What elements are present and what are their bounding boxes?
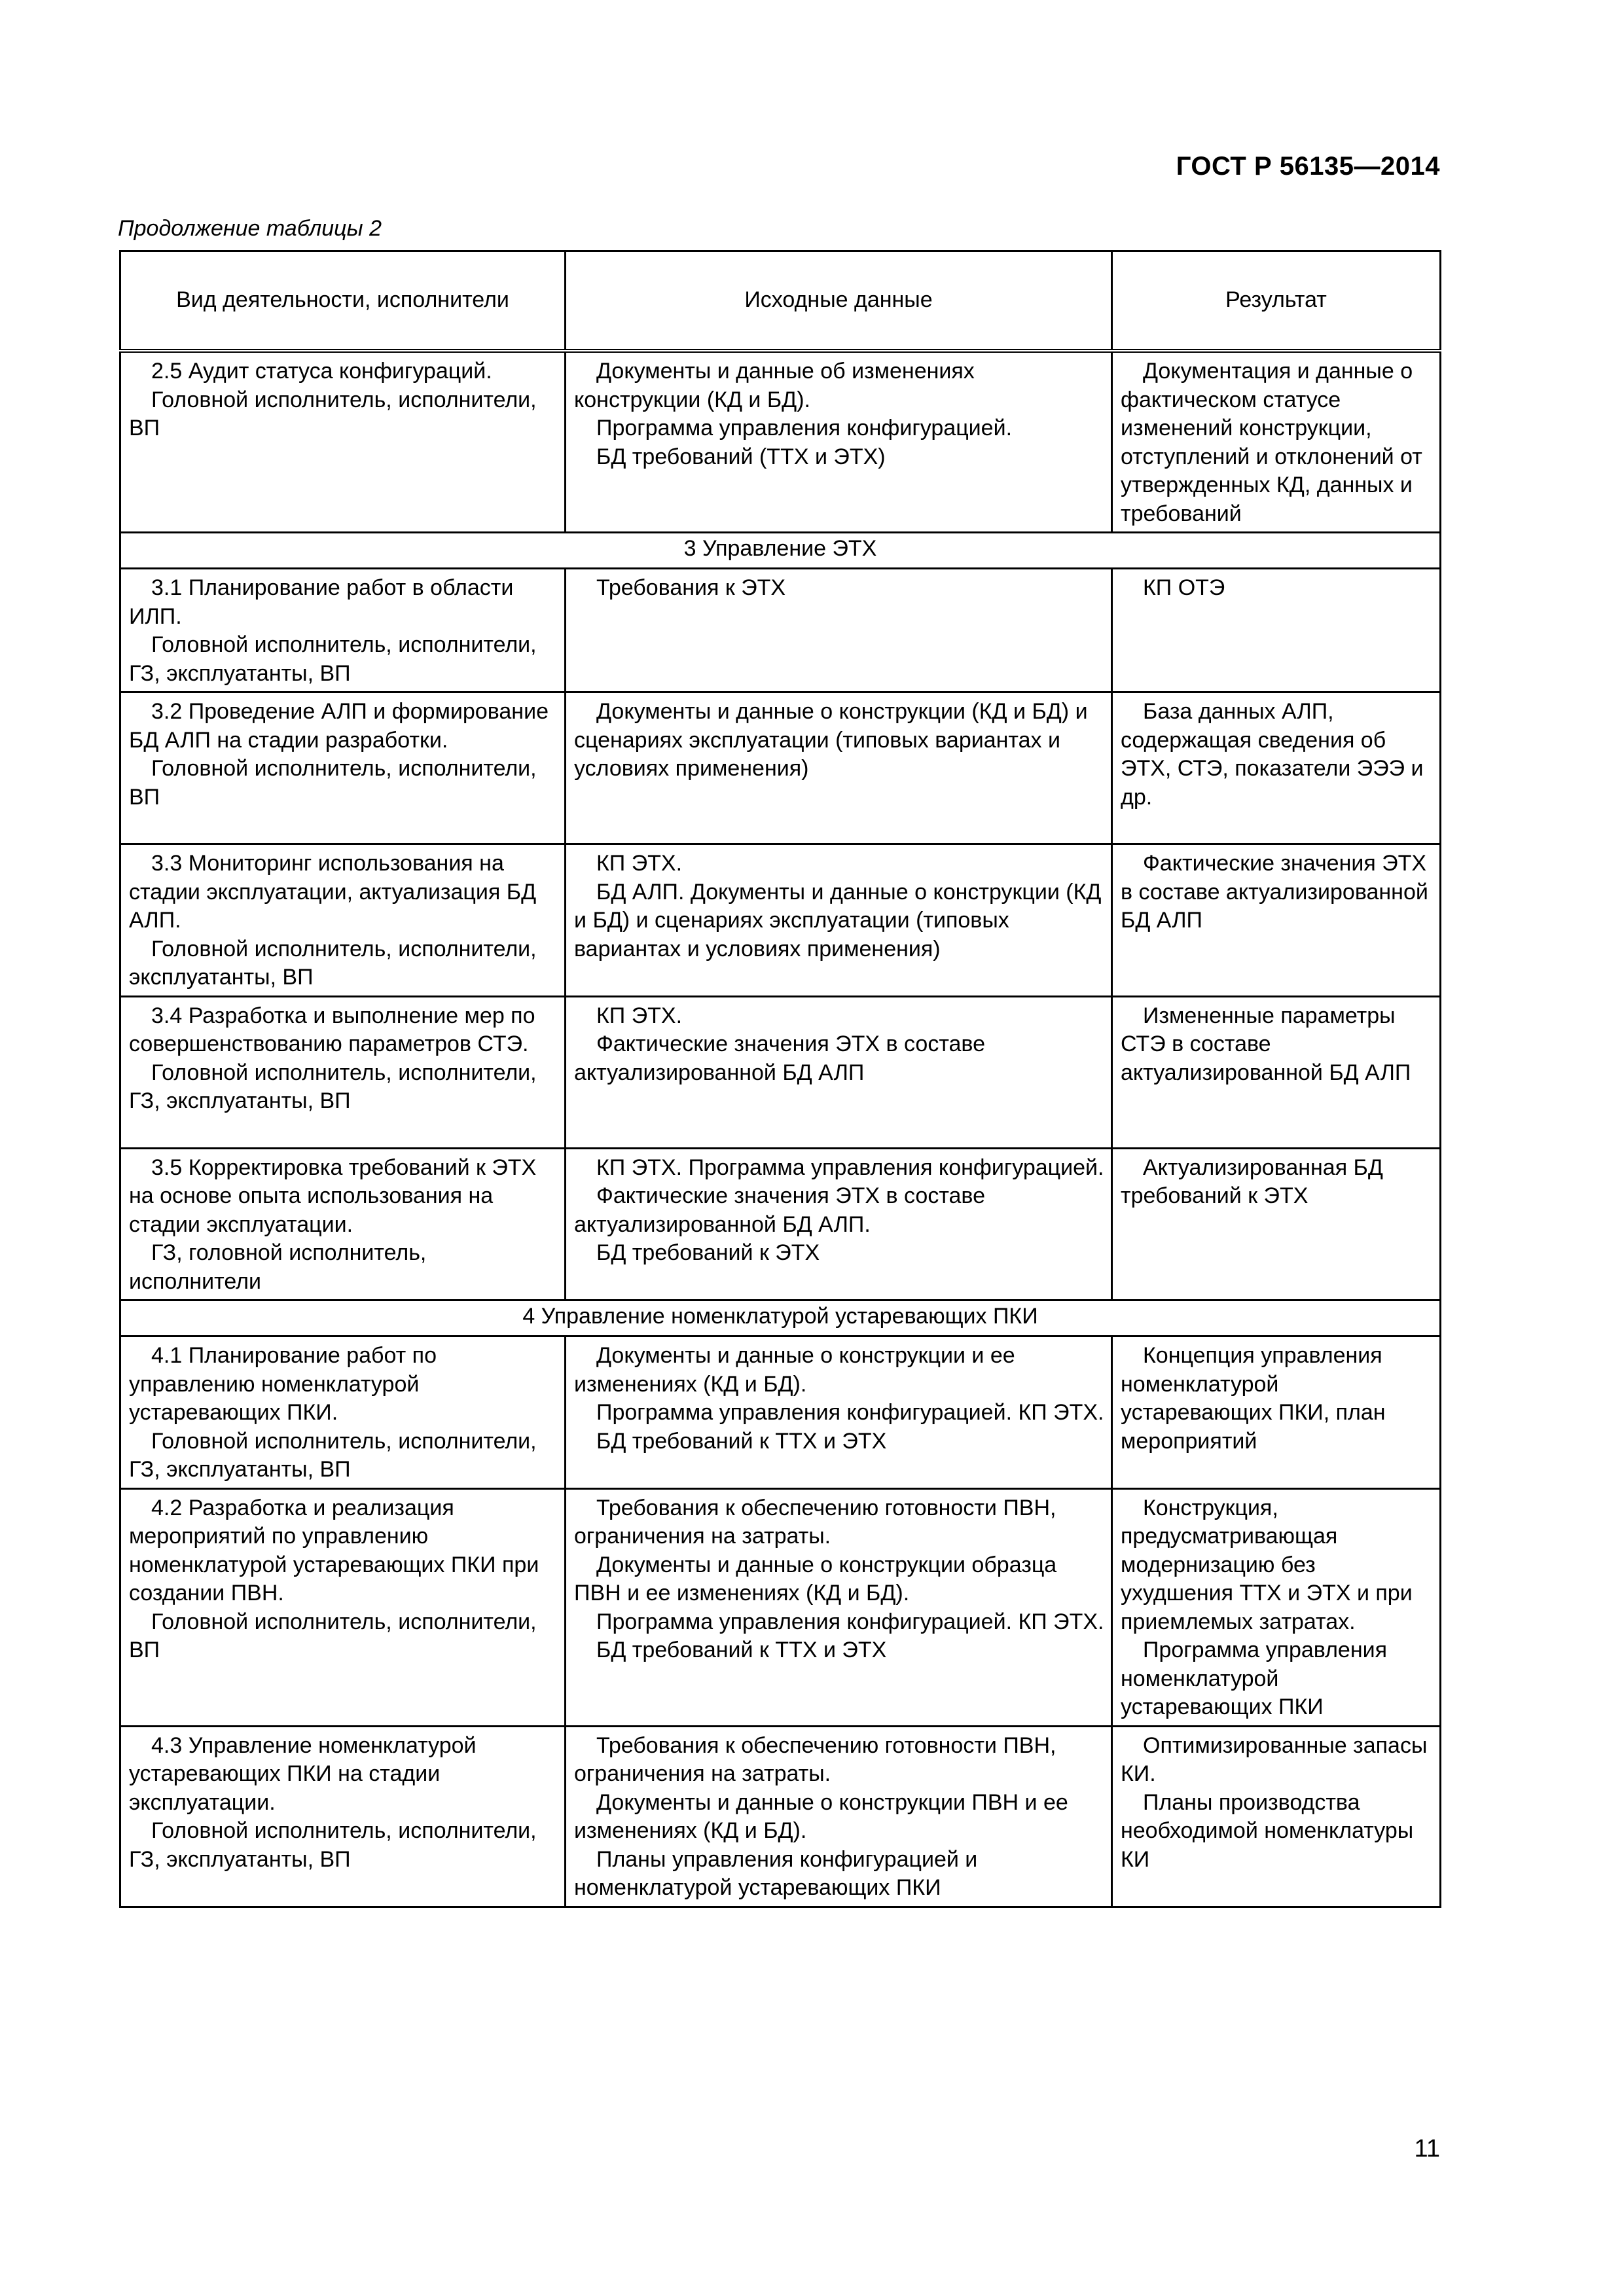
cell-result <box>1112 996 1441 1148</box>
cell-inputs <box>566 1336 1112 1489</box>
cell-paragraph: Программа управления конфигурацией. <box>596 416 1013 440</box>
cell-activity <box>120 1488 566 1726</box>
page-number: 11 <box>1414 2135 1440 2162</box>
cell-paragraph: Оптимизированные запасы КИ. <box>1121 1732 1428 1786</box>
column-header-result: Результат <box>1112 251 1441 351</box>
cell-paragraph: Требования к обеспечению готовности ПВН, ограничения на затраты. <box>574 1495 1056 1549</box>
table-row <box>120 351 1441 533</box>
cell-paragraph: Головной исполнитель, исполнители, ГЗ, эксплуатанты, ВП <box>129 1818 537 1872</box>
cell-paragraph: 4.2 Разработка и реализация мероприятий по управлению номенклатурой устаревающих ПКИ при создании ПВН. <box>129 1495 539 1605</box>
cell-paragraph: БД требований (ТТХ и ЭТХ) <box>596 444 886 469</box>
cell-paragraph: Головной исполнитель, исполнители, ГЗ, эксплуатанты, ВП <box>129 1060 537 1113</box>
cell-paragraph: 3.1 Планирование работ в области ИЛП. <box>129 575 514 629</box>
table-row <box>120 1336 1441 1489</box>
cell-paragraph: Документы и данные о конструкции (КД и БД) и сценариях эксплуатации (типовых вариантах и условиях применения) <box>574 699 1088 781</box>
cell-paragraph: Головной исполнитель, исполнители, ГЗ, эксплуатанты, ВП <box>129 1428 537 1482</box>
cell-paragraph: Головной исполнитель, исполнители, эксплуатанты, ВП <box>129 936 537 990</box>
cell-paragraph: БД требований к ТТХ и ЭТХ <box>596 1638 887 1662</box>
cell-paragraph: Планы управления конфигурацией и номенклатурой устаревающих ПКИ <box>574 1846 978 1900</box>
cell-paragraph: КП ОТЭ <box>1143 575 1225 600</box>
cell-inputs <box>566 1488 1112 1726</box>
cell-paragraph: Программа управления номенклатурой устаревающих ПКИ <box>1121 1638 1388 1719</box>
cell-paragraph: 3.5 Корректировка требований к ЭТХ на основе опыта использования на стадии эксплуатации. <box>129 1155 537 1237</box>
cell-paragraph: Фактические значения ЭТХ в составе актуализированной БД АЛП. <box>574 1183 986 1237</box>
cell-paragraph: Концепция управления номенклатурой устаревающих ПКИ, план мероприятий <box>1121 1343 1386 1454</box>
cell-activity <box>120 1336 566 1489</box>
cell-result <box>1112 1488 1441 1726</box>
cell-paragraph: Конструкция, предусматривающая модернизацию без ухудшения ТТХ и ЭТХ и при приемлемых затратах. <box>1121 1495 1413 1634</box>
table-row <box>120 1148 1441 1300</box>
cell-paragraph: 3.4 Разработка и выполнение мер по совершенствованию параметров СТЭ. <box>129 1003 535 1056</box>
column-header-inputs: Исходные данные <box>566 251 1112 351</box>
cell-paragraph: Планы производства необходимой номенклатуры КИ <box>1121 1789 1414 1872</box>
cell-paragraph: Документы и данные о конструкции образца ПВН и ее изменениях (КД и БД). <box>574 1552 1057 1605</box>
cell-paragraph: 4.3 Управление номенклатурой устаревающих ПКИ на стадии эксплуатации. <box>129 1732 477 1815</box>
cell-paragraph: База данных АЛП, содержащая сведения об ЭТХ, СТЭ, показатели ЭЭЭ и др. <box>1121 699 1424 810</box>
cell-paragraph: 4.1 Планирование работ по управлению номенклатурой устаревающих ПКИ. <box>129 1343 437 1425</box>
cell-paragraph: Измененные параметры СТЭ в составе актуализированной БД АЛП <box>1121 1003 1411 1085</box>
cell-paragraph: Требования к обеспечению готовности ПВН, ограничения на затраты. <box>574 1732 1056 1786</box>
cell-paragraph: 2.5 Аудит статуса конфигураций. <box>151 359 492 384</box>
cell-paragraph: 3.3 Мониторинг использования на стадии эксплуатации, актуализация БД АЛП. <box>129 851 537 933</box>
cell-activity <box>120 996 566 1148</box>
cell-paragraph: Фактические значения ЭТХ в составе актуализированной БД АЛП <box>1121 851 1428 933</box>
cell-inputs <box>566 569 1112 692</box>
cell-inputs <box>566 1726 1112 1907</box>
section-heading: 4 Управление номенклатурой устаревающих ПКИ <box>120 1300 1441 1336</box>
cell-activity <box>120 569 566 692</box>
cell-paragraph: ГЗ, головной исполнитель, исполнители <box>129 1240 427 1294</box>
cell-paragraph: Актуализированная БД требований к ЭТХ <box>1121 1155 1383 1208</box>
activities-table <box>119 250 1441 1908</box>
section-heading: 3 Управление ЭТХ <box>120 533 1441 569</box>
table-header-row <box>120 251 1441 351</box>
table-row <box>120 692 1441 844</box>
cell-activity <box>120 844 566 997</box>
cell-paragraph: 3.2 Проведение АЛП и формирование БД АЛП на стадии разработки. <box>129 699 549 753</box>
cell-inputs <box>566 692 1112 844</box>
table-caption: Продолжение таблицы 2 <box>118 216 382 241</box>
cell-result <box>1112 692 1441 844</box>
cell-activity <box>120 1726 566 1907</box>
cell-paragraph: Документы и данные о конструкции ПВН и ее изменениях (КД и БД). <box>574 1789 1068 1843</box>
cell-paragraph: БД требований к ЭТХ <box>596 1240 820 1265</box>
column-header-activity: Вид деятельности, исполнители <box>120 251 566 351</box>
cell-inputs <box>566 351 1112 533</box>
table-container <box>119 250 1439 1908</box>
cell-paragraph: КП ЭТХ. <box>596 1003 683 1028</box>
cell-paragraph: Фактические значения ЭТХ в составе актуализированной БД АЛП <box>574 1031 986 1085</box>
cell-paragraph: Программа управления конфигурацией. КП ЭТХ. <box>596 1609 1104 1634</box>
cell-result <box>1112 351 1441 533</box>
cell-paragraph: Головной исполнитель, исполнители, ВП <box>129 756 537 810</box>
document-standard-header: ГОСТ Р 56135—2014 <box>1176 152 1440 181</box>
cell-inputs <box>566 844 1112 997</box>
cell-result <box>1112 1336 1441 1489</box>
cell-result <box>1112 569 1441 692</box>
cell-paragraph: Головной исполнитель, исполнители, ВП <box>129 1609 537 1662</box>
cell-paragraph: Документы и данные о конструкции и ее изменениях (КД и БД). <box>574 1343 1015 1397</box>
section-row <box>120 533 1441 569</box>
cell-activity <box>120 351 566 533</box>
cell-paragraph: Документация и данные о фактическом статусе изменений конструкции, отступлений и отклонений от утвержденных КД, данных и требований <box>1121 359 1422 526</box>
cell-activity <box>120 1148 566 1300</box>
table-row <box>120 844 1441 997</box>
cell-result <box>1112 1726 1441 1907</box>
cell-paragraph: БД АЛП. Документы и данные о конструкции (КД и БД) и сценариях эксплуатации (типовых вариантах и условиях применения) <box>574 879 1102 961</box>
table-row <box>120 996 1441 1148</box>
cell-inputs <box>566 996 1112 1148</box>
cell-paragraph: Программа управления конфигурацией. КП ЭТХ. <box>596 1400 1104 1425</box>
cell-paragraph: Головной исполнитель, исполнители, ВП <box>129 387 537 440</box>
cell-paragraph: КП ЭТХ. <box>596 851 683 876</box>
cell-paragraph: БД требований к ТТХ и ЭТХ <box>596 1428 887 1454</box>
table-row <box>120 1726 1441 1907</box>
cell-paragraph: КП ЭТХ. Программа управления конфигурацией. <box>596 1155 1104 1180</box>
cell-result <box>1112 844 1441 997</box>
cell-inputs <box>566 1148 1112 1300</box>
cell-paragraph: Головной исполнитель, исполнители, ГЗ, эксплуатанты, ВП <box>129 632 537 686</box>
cell-paragraph: Документы и данные об изменениях конструкции (КД и БД). <box>574 359 975 412</box>
section-row <box>120 1300 1441 1336</box>
cell-result <box>1112 1148 1441 1300</box>
table-row <box>120 1488 1441 1726</box>
table-row <box>120 569 1441 692</box>
cell-activity <box>120 692 566 844</box>
cell-paragraph: Требования к ЭТХ <box>596 575 786 600</box>
